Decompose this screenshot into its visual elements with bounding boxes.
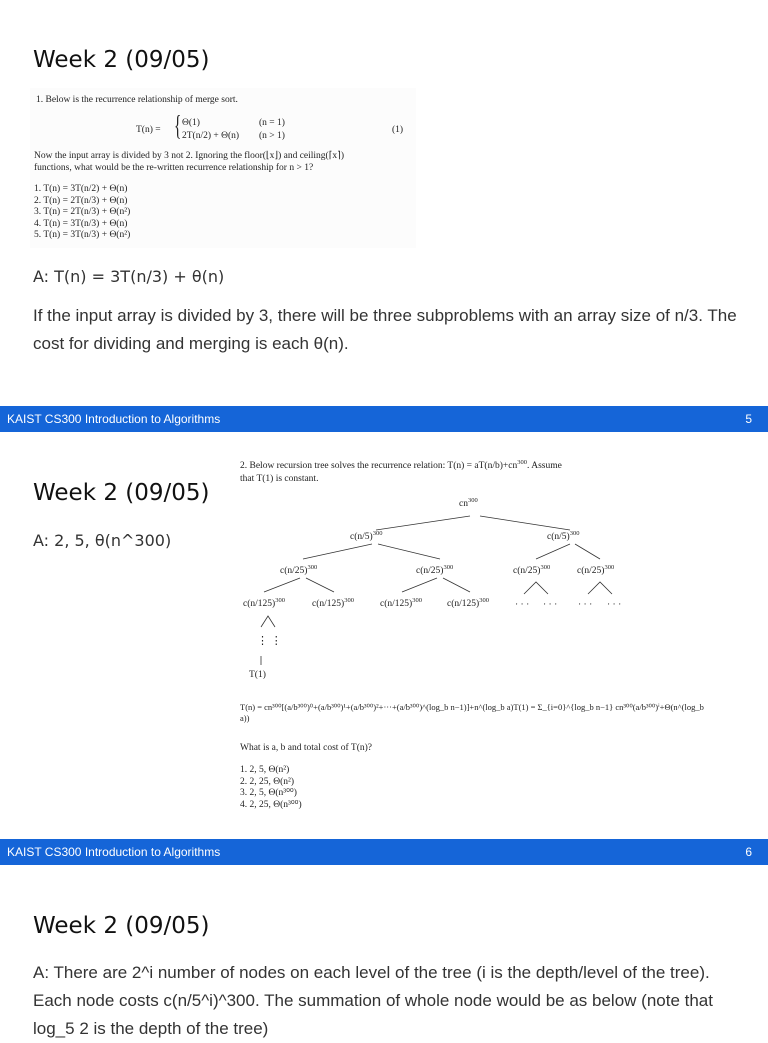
slide-7 bbox=[0, 865, 768, 1038]
intro-exponent: 300 bbox=[517, 458, 527, 466]
node-label: c(n/5) bbox=[350, 532, 373, 542]
node-label: c(n/125) bbox=[243, 599, 276, 609]
options-list bbox=[34, 184, 130, 242]
node-exp: 300 bbox=[443, 563, 454, 571]
option-4: 4. 2, 25, Θ(n³⁰⁰) bbox=[240, 799, 302, 810]
node-label: c(n/125) bbox=[447, 599, 480, 609]
option-2: 2. 2, 25, Θ(n²) bbox=[240, 776, 295, 787]
question-body-line1: Now the input array is divided by 3 not 2. Ignoring the floor(⌊x⌋) and ceiling(⌈x⌉) bbox=[34, 151, 345, 161]
answer-text: A: T(n) = 3T(n/3) + θ(n) bbox=[33, 267, 225, 286]
edge-l2b-l3d bbox=[443, 578, 470, 592]
tree-level3-a bbox=[243, 596, 285, 609]
tree-level1-right bbox=[547, 529, 580, 542]
node-label: c(n/125) bbox=[380, 599, 413, 609]
case1-expr: Θ(1) bbox=[182, 118, 200, 128]
tree-level2-a bbox=[280, 563, 318, 576]
option-2: 2. T(n) = 2T(n/3) + Θ(n) bbox=[34, 195, 128, 206]
tree-ellipsis-2: · · · bbox=[543, 600, 558, 610]
option-3: 3. T(n) = 2T(n/3) + Θ(n²) bbox=[34, 207, 131, 217]
option-4: 4. T(n) = 3T(n/3) + Θ(n) bbox=[34, 218, 128, 229]
recursion-tree-edges bbox=[0, 432, 768, 839]
tree-leaf: T(1) bbox=[249, 670, 266, 680]
recurrence-lhs: T(n) = bbox=[136, 125, 161, 135]
node-exp: 300 bbox=[412, 596, 422, 604]
summation-text: T(n) = cn³⁰⁰[(a/b³⁰⁰)⁰+(a/b³⁰⁰)¹+(a/b³⁰⁰)²+···+(a/b³⁰⁰)^(log_b n−1)]+n^(log_b a)T(1) = Σ_{i=0}^{log_b n−1} cn³⁰⁰(a/b³⁰⁰)ⁱ+Θ(n^(log_b a)) bbox=[240, 702, 704, 723]
tree-level1-left bbox=[350, 529, 383, 542]
answer-text: A: 2, 5, θ(n^300) bbox=[33, 531, 172, 550]
question-intro-line2: that T(1) is constant. bbox=[240, 474, 319, 484]
slide-footer-5 bbox=[0, 406, 768, 432]
tree-root bbox=[459, 496, 478, 509]
edge-l1b-l2d bbox=[575, 544, 600, 559]
edge-l1b-l2c bbox=[536, 544, 570, 559]
tree-ellipsis-4: · · · bbox=[607, 600, 622, 610]
question-ask: What is a, b and total cost of T(n)? bbox=[240, 743, 372, 753]
edge-l2d-stub bbox=[588, 582, 612, 594]
tree-ellipsis-3: · · · bbox=[578, 600, 593, 610]
node-label: c(n/25) bbox=[577, 566, 605, 576]
slide-footer-6 bbox=[0, 839, 768, 865]
node-label: c(n/25) bbox=[513, 566, 541, 576]
intro-text: 2. Below recursion tree solves the recurrence relation: T(n) = aT(n/b)+cn bbox=[240, 461, 518, 471]
question-body-line2: functions, what would be the re-written recurrence relationship for n > 1? bbox=[34, 163, 314, 173]
slide-title: Week 2 (09/05) bbox=[33, 480, 210, 506]
edge-l3a-stub bbox=[261, 616, 275, 627]
explanation-text: If the input array is divided by 3, there will be three subproblems with an array size of n/3. The cost for dividing and merging is each θ(n). bbox=[33, 306, 737, 353]
case2-expr: 2T(n/2) + Θ(n) bbox=[182, 131, 240, 141]
node-label: c(n/125) bbox=[312, 599, 345, 609]
summation-equation bbox=[240, 702, 710, 740]
node-exp: 300 bbox=[307, 563, 318, 571]
case1-cond: (n = 1) bbox=[259, 118, 285, 128]
tree-level2-b bbox=[416, 563, 454, 576]
node-label: cn bbox=[459, 499, 468, 509]
node-label: c(n/25) bbox=[416, 566, 444, 576]
node-exp: 300 bbox=[372, 529, 383, 537]
slide-6 bbox=[0, 432, 768, 839]
tree-level3-b bbox=[312, 596, 354, 609]
page-number: 5 bbox=[745, 412, 752, 426]
edge-l1a-l2a bbox=[303, 544, 372, 559]
intro-tail: . Assume bbox=[526, 461, 562, 471]
footer-course: KAIST CS300 Introduction to Algorithms bbox=[7, 412, 221, 426]
tree-level3-d bbox=[447, 596, 489, 609]
tree-vdots: ⋮ ⋮ bbox=[257, 635, 282, 647]
edge-l2c-stub bbox=[524, 582, 548, 594]
option-1: 1. T(n) = 3T(n/2) + Θ(n) bbox=[34, 184, 128, 194]
recurrence-brace: { bbox=[174, 111, 182, 142]
page-number: 6 bbox=[745, 845, 752, 859]
explanation-text: A: There are 2^i number of nodes on each level of the tree (i is the depth/level of the tree). Each node costs c(n/5^i)^300. The summation of whole node would be as below (note that log_5 2 is the depth of the tree) bbox=[33, 963, 713, 1038]
footer-course: KAIST CS300 Introduction to Algorithms bbox=[7, 845, 221, 859]
question-intro: 1. Below is the recurrence relationship of merge sort. bbox=[36, 95, 238, 105]
tree-ellipsis-1: · · · bbox=[515, 600, 530, 610]
node-exp: 300 bbox=[479, 596, 489, 604]
node-exp: 300 bbox=[467, 496, 478, 504]
option-3: 3. 2, 5, Θ(n³⁰⁰) bbox=[240, 788, 297, 798]
node-exp: 300 bbox=[540, 563, 551, 571]
edge-l1a-l2b bbox=[378, 544, 440, 559]
edge-l2a-l3b bbox=[306, 578, 334, 592]
slide-title: Week 2 (09/05) bbox=[33, 913, 210, 939]
slide-title: Week 2 (09/05) bbox=[33, 47, 210, 73]
node-label: c(n/5) bbox=[547, 532, 570, 542]
case2-cond: (n > 1) bbox=[259, 131, 285, 141]
tree-level3-c bbox=[380, 596, 422, 609]
node-exp: 300 bbox=[275, 596, 285, 604]
option-5: 5. T(n) = 3T(n/3) + Θ(n²) bbox=[34, 230, 131, 240]
edge-l2b-l3c bbox=[402, 578, 437, 592]
equation-number: (1) bbox=[392, 125, 404, 135]
edge-root-right bbox=[480, 516, 570, 530]
edge-root-left bbox=[376, 516, 470, 530]
node-exp: 300 bbox=[569, 529, 580, 537]
edge-l2a-l3a bbox=[264, 578, 300, 592]
node-exp: 300 bbox=[604, 563, 615, 571]
node-exp: 300 bbox=[344, 596, 354, 604]
tree-level2-d bbox=[577, 563, 615, 576]
node-label: c(n/25) bbox=[280, 566, 308, 576]
slide-5 bbox=[0, 0, 768, 406]
question-image bbox=[30, 88, 416, 248]
options-list bbox=[240, 765, 302, 811]
option-1: 1. 2, 5, Θ(n²) bbox=[240, 765, 290, 775]
tree-level2-c bbox=[513, 563, 551, 576]
